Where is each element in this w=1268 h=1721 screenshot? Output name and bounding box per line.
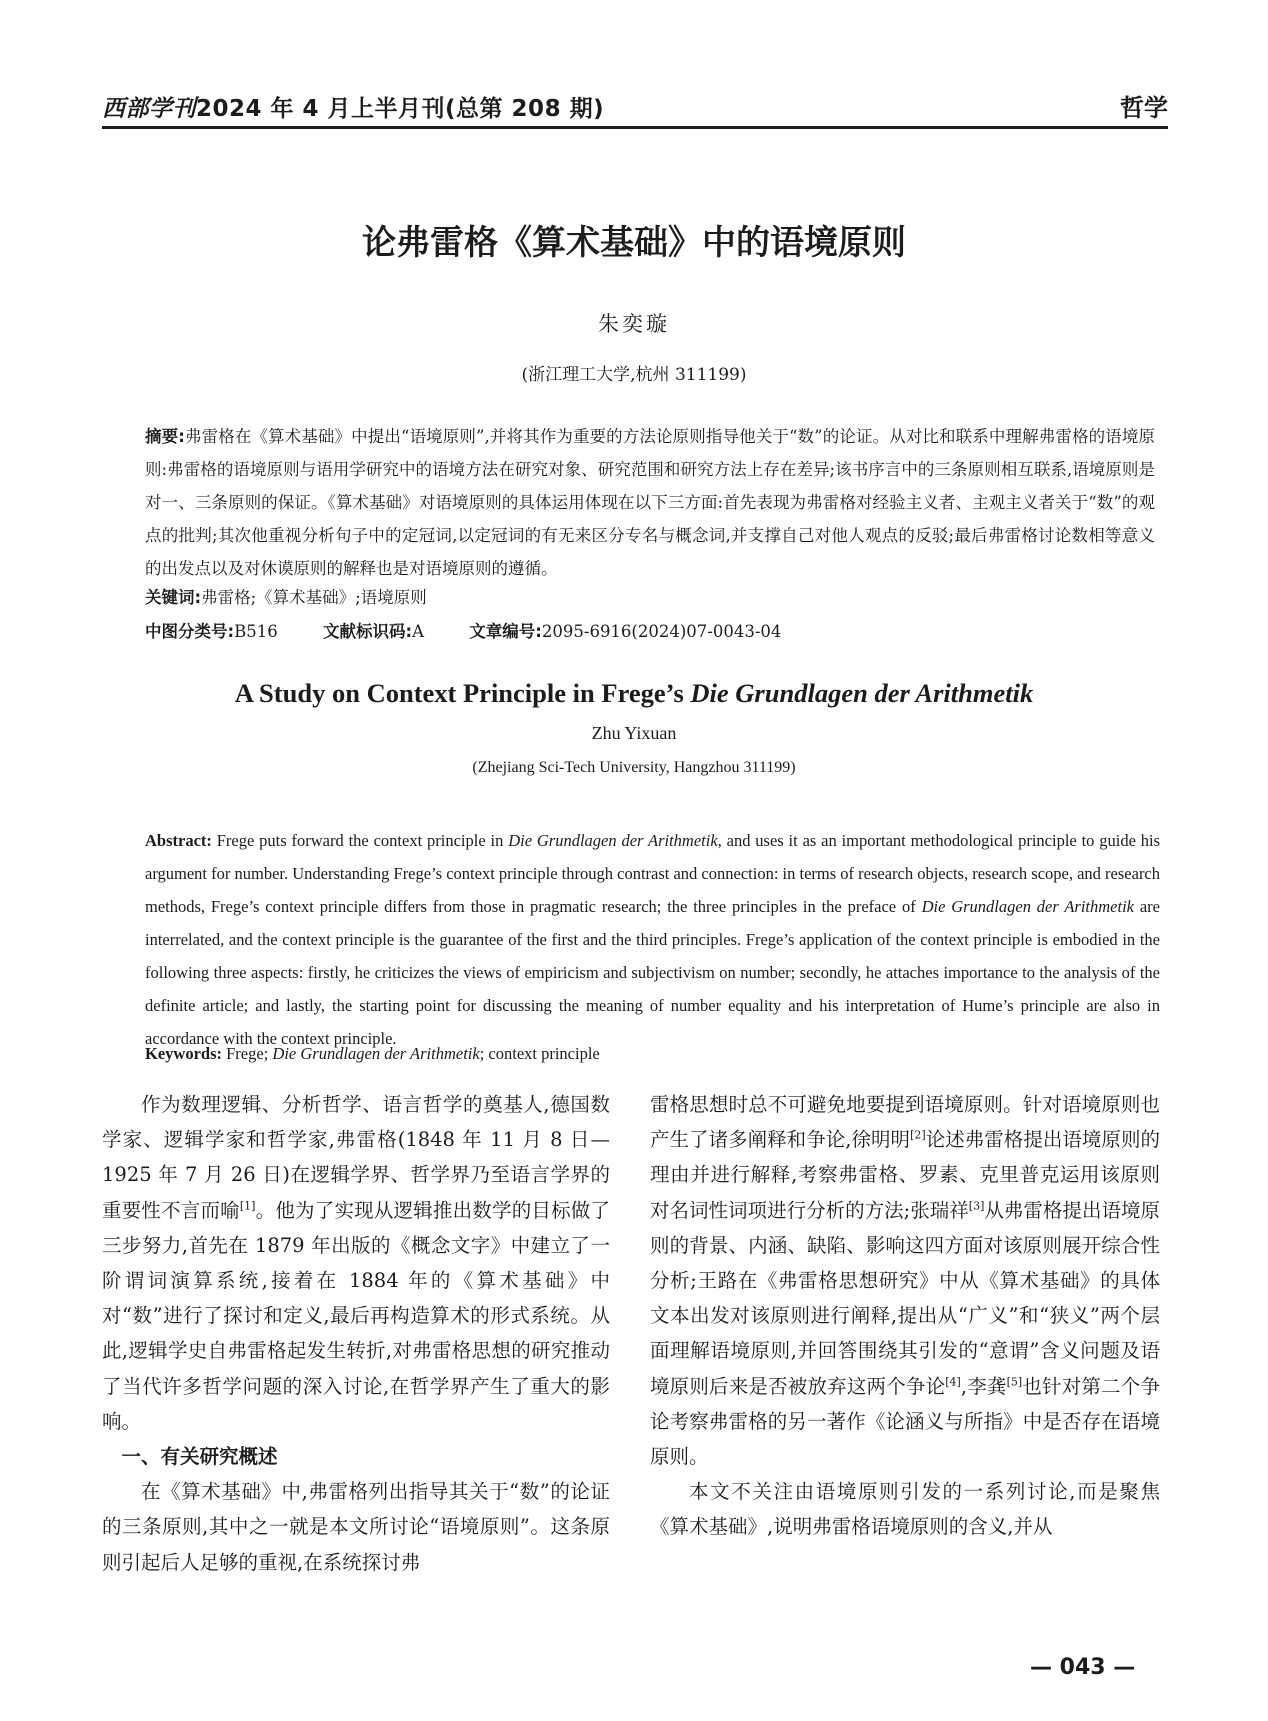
abstract-en-text-2: , and uses it as an important methodological principle to guide his argument for number. Understanding Frege’s context principle through contrast and connection: in terms of research objects, research scope, and research methods, Frege’s context principle differs from those in pragmatic research; the three principles in the preface of [145,831,1161,916]
author-en: Zhu Yixuan [591,723,677,743]
paper-title-en [0,678,1268,709]
body-text: 雷格思想时总不可避免地要提到语境原则。针对语境原则也产生了诸多阐释和争论,徐明明 [650,1093,1160,1152]
doc-code-value: A [412,622,425,641]
abstract-en-text-3: are interrelated, and the context principle is the guarantee of the first and the third principles. Frege’s application of the context principle is embodied in the following three aspects: firstly, he criticizes the views of empiricism and subjectivism on number; secondly, he attaches importance to the analysis of the definite article; and lastly, the starting point for discussing the meaning of number equality and his interpretation of Hume’s principle are also in accordance with the context principle. [145,897,1160,1048]
abstract-en-italic-1: Die Grundlagen der Arithmetik [508,831,718,850]
body-text: 作为数理逻辑、分析哲学、语言哲学的奠基人,德国数学家、逻辑学家和哲学家,弗雷格(1848 年 11 月 8 日—1925 年 7 月 26 日)在逻辑学界、哲学界乃至语言学界的重要性不言而喻 [102,1093,610,1222]
body-text: 论述弗雷格提出语境原则的理由并进行解释,考察弗雷格、罗素、克里普克运用该原则对名词性词项进行分析的方法;张瑞祥 [650,1128,1160,1222]
body-text: ,李龚 [960,1374,1007,1398]
keywords-cn-text: 弗雷格;《算术基础》;语境原则 [201,588,427,607]
citation-ref: [3] [968,1199,985,1213]
title-en-plain: A Study on Context Principle in Frege’s [234,678,691,708]
body-text: 也针对第二个争论考察弗雷格的另一著作《论涵义与所指》中是否存在语境原则。 [650,1374,1160,1469]
keywords-en-text-1: Frege; [222,1044,273,1063]
citation-ref: [4] [945,1375,961,1389]
keywords-cn-label: 关键词: [145,588,202,607]
keywords-en-label: Keywords: [145,1044,222,1063]
affiliation-cn: (浙江理工大学,杭州 311199) [521,365,747,385]
clc-value: B516 [234,622,278,641]
clc-label: 中图分类号: [145,622,235,641]
abstract-cn-text: 弗雷格在《算术基础》中提出“语境原则”,并将其作为重要的方法论原则指导他关于“数”的论证。从对比和联系中理解弗雷格的语境原则:弗雷格的语境原则与语用学研究中的语境方法在研究对象、研究范围和研究方法上存在差异;该书序言中的三条原则相互联系,语境原则是对一、三条原则的保证。《算术基础》对语境原则的具体运用体现在以下三方面:首先表现为弗雷格对经验主义者、主观主义者关于“数”的观点的批判;其次他重视分析句子中的定冠词,以定冠词的有无来区分专名与概念词,并支撑自己对他人观点的反驳;最后弗雷格讨论数相等意义的出发点以及对休谟原则的解释也是对语境原则的遵循。 [145,427,1155,578]
affiliation-en: (Zhejiang Sci-Tech University, Hangzhou 311199) [472,759,796,776]
section-name: 哲学 [1120,94,1168,122]
abstract-cn-label: 摘要: [145,427,185,446]
title-en-italic: Die Grundlagen der Arithmetik [690,678,1034,708]
body-paragraph [650,1087,1160,1474]
author-cn: 朱奕璇 [598,312,670,336]
citation-ref: [5] [1006,1375,1023,1389]
abstract-en-label: Abstract: [145,831,212,850]
body-paragraph: 在《算术基础》中,弗雷格列出指导其关于“数”的论证的三条原则,其中之一就是本文所讨论“语境原则”。这条原则引起后人足够的重视,在系统探讨弗 [102,1480,610,1574]
running-header-left [102,90,604,123]
keywords-en [145,1044,600,1064]
header-rule [102,126,1168,129]
keywords-cn [145,584,427,608]
page-number: — 043 — [1030,1655,1136,1680]
abstract-en-italic-2: Die Grundlagen der Arithmetik [921,897,1134,916]
keywords-en-italic: Die Grundlagen der Arithmetik [272,1044,480,1063]
paper-title-cn: 论弗雷格《算术基础》中的语境原则 [362,223,906,263]
body-column-left [102,1087,610,1580]
section-heading: 一、有关研究概述 [121,1445,278,1469]
body-paragraph [102,1087,610,1439]
citation-ref: [1] [239,1199,256,1213]
body-column-right [650,1087,1160,1545]
citation-ref: [2] [910,1128,926,1142]
doc-code-label: 文献标识码: [322,622,413,641]
body-text: 从弗雷格提出语境原则的背景、内涵、缺陷、影响这四方面对该原则展开综合性分析;王路在《弗雷格思想研究》中从《算术基础》的具体文本出发对该原则进行阐释,提出从“广义”和“狭义”两个层面理解语境原则,并回答围绕其引发的“意谓”含义问题及语境原则后来是否被放弃这两个争论 [650,1198,1160,1398]
classification-row [145,618,821,642]
keywords-en-text-2: ; context principle [479,1044,600,1063]
abstract-en-text-1: Frege puts forward the context principle in [211,831,509,850]
abstract-cn [145,420,1155,585]
issue-info: 2024 年 4 月上半月刊(总第 208 期) [196,96,605,122]
article-no-label: 文章编号: [469,622,542,641]
article-no-value: 2095-6916(2024)07-0043-04 [541,622,782,641]
journal-logo: 西部学刊 [102,95,196,122]
abstract-en [145,824,1160,1055]
body-text: 。他为了实现从逻辑推出数学的目标做了三步努力,首先在 1879 年出版的《概念文字》中建立了一阶谓词演算系统,接着在 1884 年的《算术基础》中对“数”进行了探讨和定义,最后再构造算术的形式系统。从此,逻辑学史自弗雷格起发生转折,对弗雷格思想的研究推动了当代许多哲学问题的深入讨论,在哲学界产生了重大的影响。 [102,1198,610,1433]
body-paragraph: 本文不关注由语境原则引发的一系列讨论,而是聚焦《算术基础》,说明弗雷格语境原则的含义,并从 [650,1480,1160,1539]
